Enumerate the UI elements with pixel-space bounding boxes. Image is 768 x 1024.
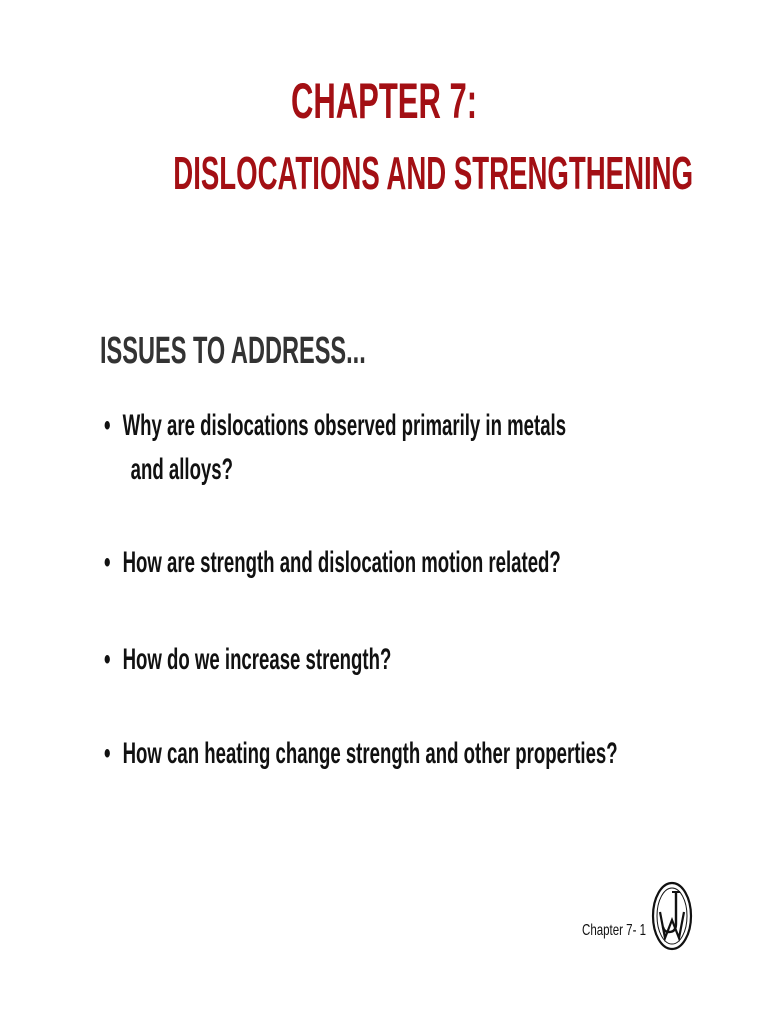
bullet-text-continued: and alloys?	[130, 453, 233, 486]
bullet-symbol: •	[104, 643, 111, 676]
bullet-text: Why are dislocations observed primarily in metals	[122, 409, 567, 442]
bullet-item-3	[104, 638, 391, 682]
title-block-line2	[0, 146, 768, 200]
bullet-item-4	[104, 732, 618, 776]
issues-heading: ISSUES TO ADDRESS...	[100, 330, 366, 372]
bullet-text: How do we increase strength?	[122, 643, 392, 676]
bullet-symbol: •	[104, 546, 111, 579]
bullet-item-1	[104, 404, 566, 492]
bullet-symbol: •	[104, 737, 111, 770]
bullet-item-2	[104, 541, 561, 585]
bullet-text: How can heating change strength and other properties?	[122, 737, 618, 770]
page-footer-label: Chapter 7- 1	[582, 922, 647, 939]
bullet-text: How are strength and dislocation motion related?	[122, 546, 561, 579]
title-block-line1	[0, 72, 768, 130]
bullet-symbol: •	[104, 409, 111, 442]
chapter-title: CHAPTER 7:	[290, 73, 478, 129]
wiley-logo-icon	[650, 880, 694, 952]
chapter-subtitle: DISLOCATIONS AND STRENGTHENING	[173, 147, 694, 199]
